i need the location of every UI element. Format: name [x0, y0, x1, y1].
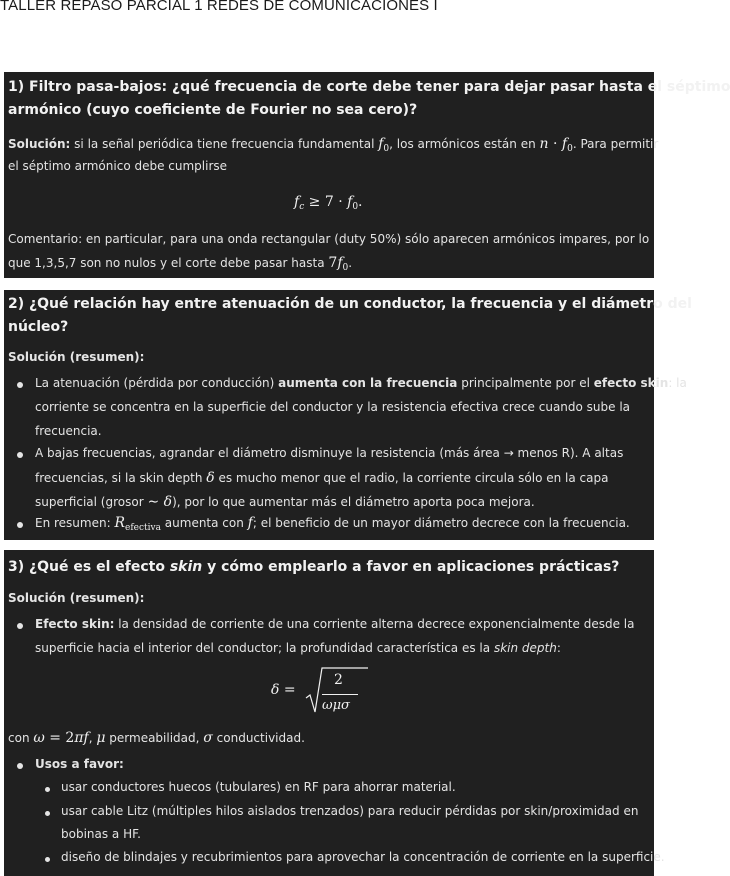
q3-uses-label: Usos a favor: — [35, 757, 124, 771]
q2-heading-line2: núcleo? — [8, 319, 69, 335]
q1-heading-line2: armónico (cuyo coeficiente de Fourier no sea cero)? — [8, 102, 418, 118]
q3-use1: usar conductores huecos (tubulares) en RF para ahorrar material. — [61, 780, 456, 794]
q1-heading-line1: 1) Filtro pasa-bajos: ¿qué frecuencia de corte debe tener para dejar pasar hasta el séptimo — [8, 79, 730, 95]
bullet-icon — [45, 857, 50, 862]
q3-variables-line: con ω = 2πf, μ permeabilidad, σ conductividad. — [8, 730, 305, 746]
q2-bullet1-line2: corriente se concentra en la superficie del conductor y la resistencia efectiva crece cuando sube la — [35, 400, 631, 414]
q3-bullet1-line2: superficie hacia el interior del conductor; la profundidad característica es la skin depth: — [35, 641, 561, 655]
harmonic-expression: n — [539, 136, 549, 152]
q3-solution-label: Solución (resumen): — [8, 591, 145, 605]
q3-use2-line2: bobinas a HF. — [61, 827, 141, 841]
bullet-icon — [17, 763, 23, 769]
q2-bullet1-line1: La atenuación (pérdida por conducción) aumenta con la frecuencia principalmente por el efecto skin: la — [35, 376, 687, 390]
formula-lhs: δ = — [271, 682, 296, 698]
bullet-icon — [17, 522, 23, 528]
bullet-icon — [17, 382, 23, 388]
bullet-icon — [17, 623, 23, 629]
q1-solution-line1: Solución: si la señal periódica tiene frecuencia fundamental $f_0$, los armónicos están en $n \cdot f_0$. Para permitir — [8, 136, 659, 154]
q2-bullet2-line3: superficial (grosor ∼ δ), por lo que aumentar más el diámetro aporta poca mejora. — [35, 494, 535, 510]
q2-bullet1-line3: frecuencia. — [35, 424, 102, 438]
q3-heading: 3) ¿Qué es el efecto skin y cómo emplearlo a favor en aplicaciones prácticas? — [8, 559, 620, 575]
skin-depth-formula: 2 ωμσ — [290, 666, 380, 718]
q1-solution-line2: el séptimo armónico debe cumplirse — [8, 159, 228, 173]
f0-symbol: $f_0$ — [378, 136, 390, 154]
bullet-icon — [45, 787, 50, 792]
q1-cutoff-formula: $f_c \ge 7 \cdot f_0$. — [294, 194, 363, 212]
q3-use2-line1: usar cable Litz (múltiples hilos aislados trenzados) para reducir pérdidas por skin/proximidad en — [61, 804, 639, 818]
bullet-icon — [17, 452, 23, 458]
q2-bullet2-line1: A bajas frecuencias, agrandar el diámetro disminuye la resistencia (más área → menos R). A altas — [35, 446, 624, 460]
q1-comment-line1: Comentario: en particular, para una onda rectangular (duty 50%) sólo aparecen armónicos impares, por lo — [8, 232, 650, 246]
q1-comment-line2: que 1,3,5,7 son no nulos y el corte debe pasar hasta $7f_0$. — [8, 255, 353, 273]
q2-solution-label: Solución (resumen): — [8, 350, 145, 364]
q3-use3: diseño de blindajes y recubrimientos para aprovechar la concentración de corriente en la superficie. — [61, 850, 665, 864]
q2-heading-line1: 2) ¿Qué relación hay entre atenuación de un conductor, la frecuencia y el diámetro del — [8, 296, 692, 312]
document-title: TALLER REPASO PARCIAL 1 REDES DE COMUNICACIONES I — [0, 0, 438, 14]
bullet-icon — [45, 811, 50, 816]
q2-bullet2-line2: frecuencias, si la skin depth δ es mucho menor que el radio, la corriente circula sólo en la capa — [35, 470, 609, 486]
q2-bullet3: En resumen: $R_{efectiva}$ aumenta con f; el beneficio de un mayor diámetro decrece con la frecuencia. — [35, 515, 630, 533]
q3-bullet1-line1: Efecto skin: la densidad de corriente de una corriente alterna decrece exponencialmente desde la — [35, 617, 635, 631]
